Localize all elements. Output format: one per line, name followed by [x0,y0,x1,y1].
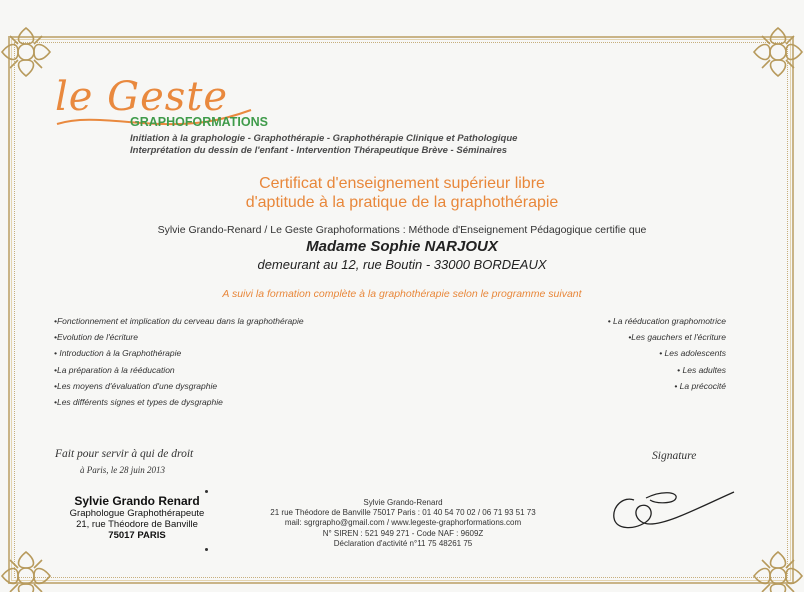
logo-script-text: le Geste [55,74,229,120]
program-item: • La précocité [674,380,726,391]
fait-pour-servir: Fait pour servir à qui de droit [55,448,194,460]
stamp-line-3: 75017 PARIS [108,530,166,541]
contact-line-2: 21 rue Théodore de Banville 75017 Paris : 01 40 54 70 02 / 06 71 93 51 73 [270,508,536,518]
recipient-name: Madame Sophie NARJOUX [306,238,498,255]
handwritten-signature [606,478,736,538]
corner-ornament-icon [0,22,56,82]
program-item: •Les gauchers et l'écriture [628,332,726,343]
program-item: • Les adultes [677,364,726,375]
program-item: •La préparation à la rééducation [54,364,175,375]
contact-line-4: N° SIREN : 521 949 271 - Code NAF : 9609Z [322,528,484,538]
brand-tagline-2: Interprétation du dessin de l'enfant - Intervention Thérapeutique Brève - Séminaires [130,145,508,156]
program-item: •Les moyens d'évaluation d'une dysgraphie [54,380,218,391]
program-item: • Introduction à la Graphothérapie [54,348,182,359]
program-intro: A suivi la formation complète à la graphothérapie selon le programme suivant [222,288,582,300]
signature-label: Signature [652,450,697,462]
program-item: •Evolution de l'écriture [54,332,138,343]
stamp-line-1: Graphologue Graphothérapeute [69,508,205,519]
program-item: •Fonctionnement et implication du cerveau dans la graphothérapie [54,316,304,326]
contact-line-1: Sylvie Grando-Renard [363,498,443,507]
corner-ornament-icon [748,22,804,82]
program-list-right [608,313,726,394]
certificate-title-line-1: Certificat d'enseignement supérieur libre [259,175,545,192]
issuer-stamp [52,494,222,541]
issue-date: à Paris, le 28 juin 2013 [80,465,165,475]
contact-line-3: mail: sgrgrapho@gmail.com / www.legeste-graphorformations.com [284,518,522,528]
program-item: • La rééducation graphomotrice [607,316,726,326]
brand-name: GRAPHOFORMATIONS [130,115,268,129]
ink-dot [205,490,208,493]
contact-block [238,498,568,549]
stamp-line-2: 21, rue Théodore de Banville [76,519,198,530]
certifies-statement: Sylvie Grando-Renard / Le Geste Graphoformations : Méthode d'Enseignement Pédagogique certifie que [157,224,647,236]
corner-ornament-icon [748,546,804,592]
program-item: • Les adolescents [659,348,726,359]
corner-ornament-icon [0,546,56,592]
certificate-title-line-2: d'aptitude à la pratique de la graphothérapie [245,194,559,211]
program-list-left [54,313,304,410]
brand-tagline-1: Initiation à la graphologie - Graphothérapie - Graphothérapie Clinique et Pathologique [130,133,518,144]
ink-dot [205,548,208,551]
contact-line-5: Déclaration d'activité n°11 75 48261 75 [333,538,473,548]
stamp-name: Sylvie Grando Renard [74,494,200,508]
recipient-address: demeurant au 12, rue Boutin - 33000 BORDEAUX [257,257,547,272]
program-item: •Les différents signes et types de dysgraphie [54,397,223,408]
